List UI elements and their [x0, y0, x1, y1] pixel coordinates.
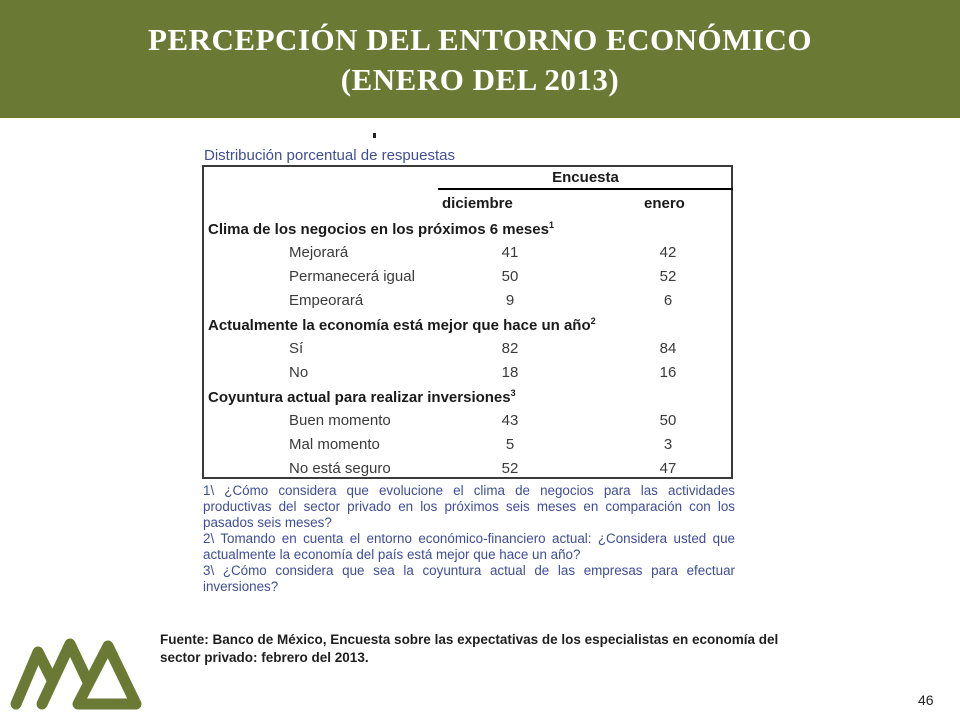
- table-caption: Distribución porcentual de respuestas: [204, 147, 455, 164]
- section-title-economy-vs-last-year: [208, 316, 596, 334]
- table-row-label: No: [289, 364, 309, 381]
- column-header-diciembre: diciembre: [442, 195, 513, 212]
- footnote-3: 3\ ¿Cómo considera que sea la coyuntura actual de las empresas para efectuar inversiones?: [203, 563, 735, 594]
- footnote-marker: 3: [510, 388, 516, 398]
- footnote-1: 1\ ¿Cómo considera que evolucione el clima de negocios para las actividades productivas del sector privado en los próximos seis meses en comparación con los pasados seis meses?: [203, 483, 735, 530]
- title-banner: [0, 0, 960, 118]
- page-number: 46: [918, 692, 934, 708]
- table-group-header: Encuesta: [438, 167, 733, 190]
- table-cell-diciembre: 43: [501, 412, 519, 429]
- table-cell-diciembre: 41: [501, 244, 519, 261]
- table-cell-diciembre: 9: [505, 292, 515, 309]
- table-cell-enero: 50: [659, 412, 677, 429]
- section-title-text: Actualmente la economía está mejor que hace un año: [208, 317, 591, 334]
- table-row-label: Buen momento: [289, 412, 391, 429]
- table-cell-enero: 3: [663, 436, 673, 453]
- table-row-label: Empeorará: [289, 292, 364, 309]
- table-row-label: No está seguro: [289, 460, 391, 477]
- source-note: Fuente: Banco de México, Encuesta sobre las expectativas de los especialistas en economía del sector privado: febrero del 2013.: [160, 632, 779, 665]
- table-cell-diciembre: 50: [501, 268, 519, 285]
- stray-mark: [373, 133, 376, 138]
- table-cell-enero: 16: [659, 364, 677, 381]
- table-cell-enero: 47: [659, 460, 677, 477]
- table-row-label: Sí: [289, 340, 304, 357]
- table-row-label: Mejorará: [289, 244, 349, 261]
- table-row-label: Mal momento: [289, 436, 380, 453]
- section-title-text: Clima de los negocios en los próximos 6 meses: [208, 221, 549, 238]
- table-cell-diciembre: 52: [501, 460, 519, 477]
- column-header-enero: enero: [644, 195, 685, 212]
- table-cell-diciembre: 18: [501, 364, 519, 381]
- footnote-2: 2\ Tomando en cuenta el entorno económico-financiero actual: ¿Considera usted que actualmente la economía del país está mejor que hace un año?: [203, 531, 735, 562]
- table-cell-enero: 42: [659, 244, 677, 261]
- footnote-marker: 2: [590, 316, 596, 326]
- table-cell-enero: 84: [659, 340, 677, 357]
- table-footnotes: [203, 483, 735, 595]
- triple-peak-logo-icon: [8, 630, 148, 719]
- table-cell-diciembre: 5: [505, 436, 515, 453]
- table-row-label: Permanecerá igual: [289, 268, 415, 285]
- slide-title-line2: (ENERO DEL 2013): [340, 62, 620, 97]
- table-cell-diciembre: 82: [501, 340, 519, 357]
- slide-title-line1: PERCEPCIÓN DEL ENTORNO ECONÓMICO: [148, 22, 812, 57]
- footnote-marker: 1: [548, 220, 554, 230]
- section-title-business-climate: [208, 220, 554, 238]
- table-cell-enero: 6: [663, 292, 673, 309]
- section-title-investment-conditions: [208, 388, 516, 406]
- table-cell-enero: 52: [659, 268, 677, 285]
- section-title-text: Coyuntura actual para realizar inversiones: [208, 389, 511, 406]
